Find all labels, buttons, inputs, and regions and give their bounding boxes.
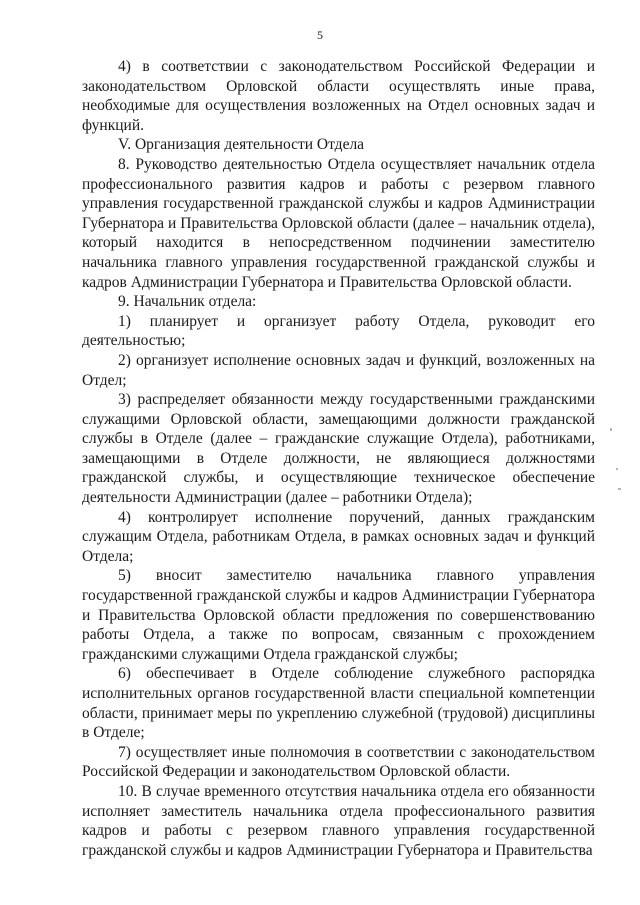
paragraph-item-1: 1) планирует и организует работу Отдела, руководит его деятельностью; (82, 312, 595, 350)
scan-mark (618, 488, 621, 490)
paragraph-item-4: 4) в соответствии с законодательством Российской Федерации и законодательством Орловской области осуществлять иные права, необходимые для осуществления возложенных на Отдел основных задач и функций. (82, 58, 595, 134)
page-number: 5 (317, 28, 323, 42)
section-heading: V. Организация деятельности Отдела (118, 136, 365, 154)
paragraph-item-7: 7) осуществляет иные полномочия в соответствии с законодательством Российской Федерации и законодательством Орловской области. (82, 743, 595, 781)
paragraph-clause-8: 8. Руководство деятельностью Отдела осуществляет начальник отдела профессионального развития кадров и работы с резервом главного управления государственной гражданской службы и кадров Администрации Губернатора и Правительства Орловской области (далее – начальник отдела), который находится в непосредственном подчинении заместителю начальника главного управления государственной гражданской службы и кадров Администрации Губернатора и Правительства Орловской области. (82, 155, 595, 291)
paragraph-clause-10: 10. В случае временного отсутствия начальника отдела его обязанности исполняет заместитель начальника отдела профессионального развития кадров и работы с резервом главного управления государственной гражданской службы и кадров Администрации Губернатора и Правительства (82, 782, 595, 859)
paragraph-item-5: 5) вносит заместителю начальника главного управления государственной гражданской службы и кадров Администрации Губернатора и Правительства Орловской области предложения по совершенствованию работы Отдела, а также по вопросам, связанным с прохождением гражданскими служащими Отдела гражданской службы; (82, 567, 595, 663)
paragraph-item-3: 3) распределяет обязанности между государственными гражданскими служащими Орловской области, замещающими должности гражданской службы в Отделе (далее – гражданские служащие Отдела), работниками, замещающими в Отделе должности, не являющиеся должностями гражданской службы, и осуществляющие техническое обеспечение деятельности Администрации (далее – работники Отдела); (82, 391, 595, 507)
scan-mark (616, 468, 618, 470)
paragraph-clause-9: 9. Начальник отдела: (118, 293, 257, 311)
paragraph-item-2: 2) организует исполнение основных задач и функций, возложенных на Отдел; (82, 351, 595, 389)
paragraph-item-4-controls: 4) контролирует исполнение поручений, данных гражданским служащим Отдела, работникам Отдела, в рамках основных задач и функций Отдела; (82, 508, 595, 565)
scan-mark (610, 428, 612, 431)
document-body (82, 57, 595, 860)
paragraph-item-6: 6) обеспечивает в Отделе соблюдение служебного распорядка исполнительных органов государственной власти специальной компетенции области, принимает меры по укреплению служебной (трудовой) дисциплины в Отделе; (82, 665, 595, 742)
